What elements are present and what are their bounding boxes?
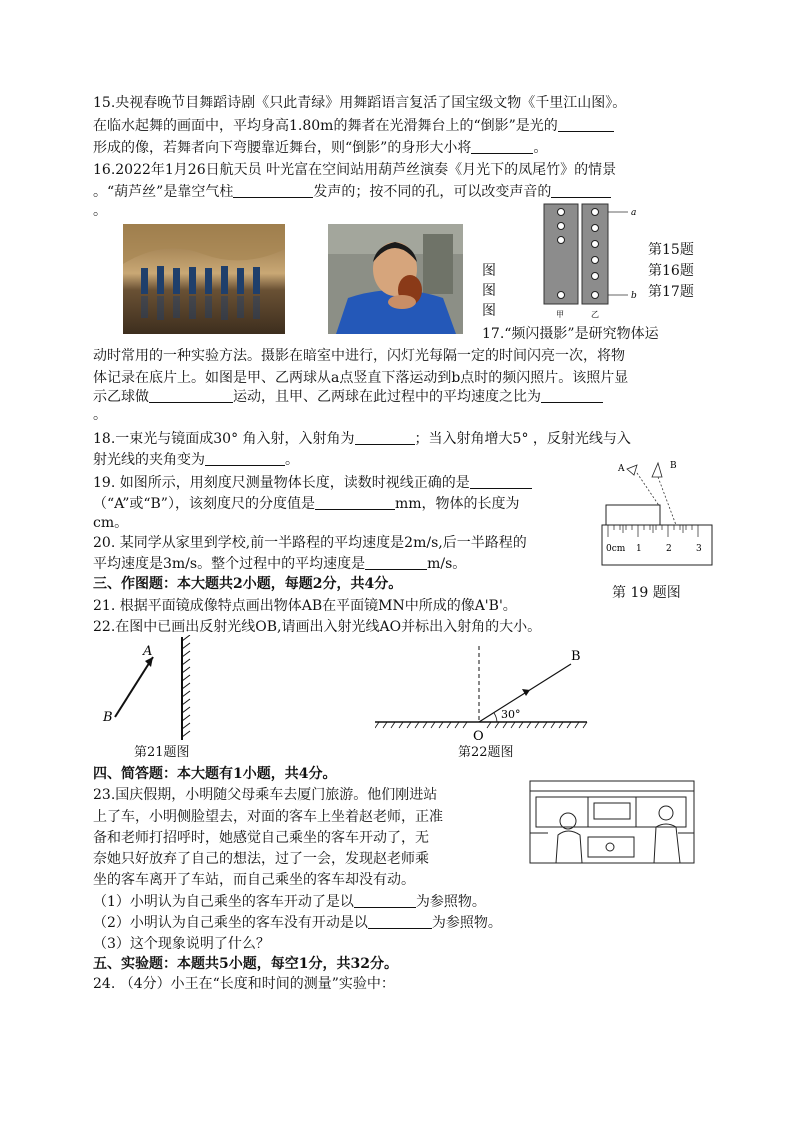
q22-text: 22.在图中已画出反射光线OB,请画出入射光线AO并标出入射角的大小。	[93, 619, 542, 635]
q23-sub2	[93, 914, 502, 932]
q23-sub2-end: 为参照物。	[431, 915, 502, 931]
q23-sub2-text: （2）小明认为自己乘坐的客车没有开动是以	[93, 915, 368, 931]
q23-sub1	[93, 893, 486, 911]
q17-line5: 。	[93, 407, 107, 423]
q17-line2: 动时常用的一种实验方法。摄影在暗室中进行，闪灯光每隔一定的时间闪亮一次，将物	[93, 348, 625, 364]
q18-line2	[93, 451, 299, 469]
q20-line1: 20. 某同学从家里到学校,前一半路程的平均速度是2m/s,后一半路程的	[93, 535, 527, 551]
q15-line2	[93, 117, 614, 135]
strobe-label-jia: 甲	[556, 310, 564, 319]
eye-B-icon	[652, 463, 662, 477]
q21-text: 21. 根据平面镜成像特点画出物体AB在平面镜MN中所成的像A'B'。	[93, 598, 517, 614]
fig-caption-19: 第 19 题图	[612, 585, 681, 601]
bus-figure	[528, 777, 698, 867]
q19-line3: cm。	[93, 515, 129, 531]
ruler-figure-art	[600, 455, 715, 570]
reflection-figure-art	[375, 642, 590, 742]
q20-line2	[93, 555, 466, 573]
q23-sub1-end: 为参照物。	[415, 894, 486, 910]
fig-caption-16: 第16题	[648, 263, 694, 279]
q20-blank-1[interactable]	[365, 555, 427, 570]
dance-photo-art	[123, 224, 285, 334]
ruler-tick-0: 0cm	[606, 544, 626, 554]
q16-blank-1[interactable]	[233, 183, 313, 198]
q16-text-2: 。“葫芦丝”是靠空气柱	[93, 184, 234, 200]
fig21-label-B: B	[103, 710, 113, 725]
astronaut-photo-art	[328, 224, 463, 334]
q17-line1: 17.“频闪摄影”是研究物体运	[482, 326, 659, 342]
q16-text-3: 发声的；按不同的孔，可以改变声音的	[313, 184, 552, 200]
q19-text-3: mm，物体的长度为	[394, 496, 520, 512]
q18-blank-1[interactable]	[355, 430, 415, 445]
q17-line3: 体记录在底片上。如图是甲、乙两球从a点竖直下落运动到b点时的频闪照片。该照片显	[93, 370, 629, 386]
fig-caption-22: 第22题图	[458, 745, 514, 760]
fig-caption-15: 第15题	[648, 242, 694, 258]
fig21-label-A: A	[143, 644, 153, 659]
q19-line1	[93, 474, 532, 492]
fig-caption-21: 第21题图	[134, 745, 190, 760]
fig22-label-O: O	[473, 729, 484, 742]
q19-text-2: （“A”或“B”），该刻度尺的分度值是	[93, 496, 315, 512]
astronaut-photo	[328, 224, 463, 334]
q17-blank-1[interactable]	[149, 388, 233, 403]
ruler-tick-3: 3	[696, 544, 702, 554]
strobe-label-a: a	[631, 208, 637, 218]
mirror-figure-art	[95, 635, 205, 743]
mirror-figure	[95, 635, 205, 743]
measured-object	[606, 505, 660, 525]
q16-blank-2[interactable]	[551, 183, 611, 198]
ruler-tick-2: 2	[666, 544, 672, 554]
q19-line2	[93, 495, 520, 513]
q17-text-4: 示乙球做	[93, 389, 149, 405]
q15-text-2: 在临水起舞的画面中，平均身高1.80m的舞者在光滑舞台上的“倒影”是光的	[93, 118, 558, 134]
bus-figure-art	[528, 777, 698, 867]
q18-text-3: 射光线的夹角变为	[93, 452, 205, 468]
strobe-figure-art	[538, 198, 650, 320]
q18-blank-2[interactable]	[205, 451, 285, 466]
q15-blank-1[interactable]	[558, 117, 614, 132]
q19-text-1: 19. 如图所示，用刻度尺测量物体长度，读数时视线正确的是	[93, 475, 470, 491]
section-4-heading: 四、简答题：本大题有1小题，共4分。	[93, 766, 337, 782]
fig-label-tu-3: 图	[482, 303, 496, 319]
q18-text-4: 。	[285, 452, 299, 468]
q20-text-2: m/s。	[427, 556, 467, 572]
q16-line3: 。	[93, 203, 107, 219]
section-5-heading: 五、实验题：本题共5小题，每空1分，共32分。	[93, 956, 398, 972]
q15-line1: 15.央视春晚节目舞蹈诗剧《只此青绿》用舞蹈语言复活了国宝级文物《千里江山图》。	[93, 95, 627, 111]
strobe-figure	[538, 198, 650, 320]
ruler-tick-1: 1	[636, 544, 642, 554]
fig-label-tu-1: 图	[482, 263, 496, 279]
q15-text-3: 形成的像，若舞者向下弯腰靠近舞台，则“倒影”的身形大小将	[93, 140, 472, 156]
reflection-figure	[375, 642, 590, 742]
q23-line3: 备和老师打招呼时，她感觉自己乘坐的客车开动了，无	[93, 830, 429, 846]
q17-line4	[93, 388, 603, 406]
q16-line2	[93, 183, 611, 201]
strobe-label-b: b	[631, 291, 637, 301]
q23-sub1-text: （1）小明认为自己乘坐的客车开动了是以	[93, 894, 354, 910]
ruler-figure	[600, 455, 715, 570]
section-3-heading: 三、作图题：本大题共2小题，每题2分，共4分。	[93, 576, 403, 592]
q23-blank-1[interactable]	[354, 893, 416, 908]
q23-line4: 奈她只好放弃了自己的想法，过了一会，发现赵老师乘	[93, 851, 429, 867]
q15-line3	[93, 139, 547, 157]
q24-text: 24. （4分）小王在“长度和时间的测量”实验中：	[93, 976, 395, 992]
q16-line1: 16.2022年1月26日航天员 叶光富在空间站用葫芦丝演奏《月光下的凤尾竹》的情景	[93, 162, 617, 178]
q20-text-1: 平均速度是3m/s。整个过程中的平均速度是	[93, 556, 366, 572]
q18-text-2: ；当入射角增大5° ，反射光线与入	[414, 431, 631, 447]
q18-line1	[93, 430, 631, 448]
q23-line1: 23.国庆假期，小明随父母乘车去厦门旅游。他们刚进站	[93, 787, 438, 803]
q18-text-1: 18.一束光与镜面成30° 角入射，入射角为	[93, 431, 355, 447]
fig22-angle: 30°	[501, 708, 521, 721]
eye-A-icon	[627, 465, 637, 475]
ruler-eye-B-label: B	[670, 461, 677, 471]
dance-photo	[123, 224, 285, 334]
strobe-label-yi: 乙	[591, 310, 599, 319]
ruler-eye-A-label: A	[618, 464, 625, 474]
fig-caption-17: 第17题	[648, 284, 694, 300]
q23-sub3: （3）这个现象说明了什么？	[93, 936, 270, 952]
q23-line5: 坐的客车离开了车站，而自己乘坐的客车却没有动。	[93, 872, 415, 888]
q23-blank-2[interactable]	[368, 914, 432, 929]
q23-line2: 上了车，小明侧脸望去，对面的客车上坐着赵老师，正准	[93, 809, 443, 825]
q19-blank-1[interactable]	[470, 474, 532, 489]
q15-blank-2[interactable]	[471, 139, 533, 154]
q17-blank-2[interactable]	[541, 388, 603, 403]
fig-label-tu-2: 图	[482, 283, 496, 299]
q17-text-5: 运动，且甲、乙两球在此过程中的平均速度之比为	[233, 389, 541, 405]
q19-blank-2[interactable]	[315, 495, 395, 510]
q15-end: 。	[533, 140, 548, 156]
fig22-label-B: B	[571, 649, 581, 664]
